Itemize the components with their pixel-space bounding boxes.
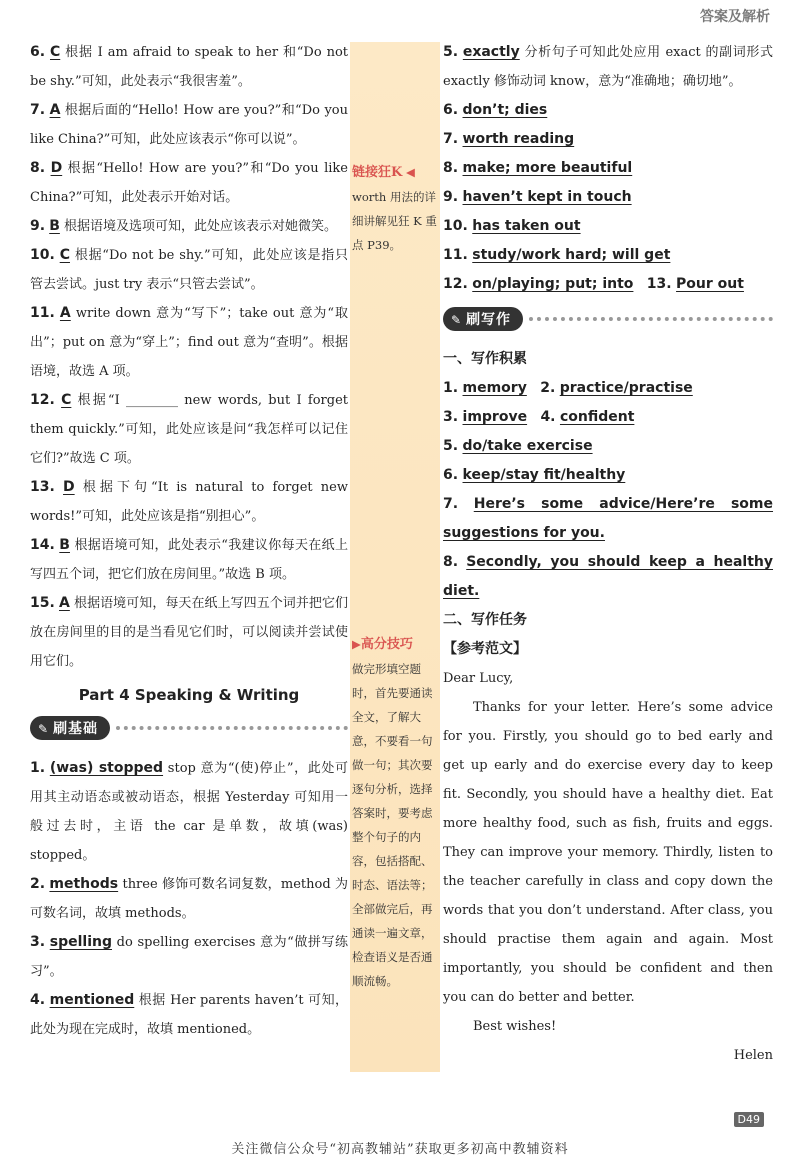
side-notes-column [350,42,440,1072]
answer-key: A [49,102,61,118]
letter-signature: Helen [733,1048,773,1063]
answer-key: mentioned [49,992,135,1008]
answer-key: A [59,595,70,611]
section-header: 答案及解析 [700,9,770,25]
answer-key: spelling [49,934,112,950]
answer-item [443,461,773,490]
answer-key: has taken out [472,218,581,234]
item-number: 6. [443,102,459,118]
answer-item [30,473,348,531]
answer-key: A [59,305,71,321]
divider [116,726,348,730]
answer-key: Here’s some advice/Here’re some suggestions for you. [443,496,774,541]
answer-explanation: 根据“Hello! How are you?”和“Do you like China?”可知，此处表示开始对话。 [30,161,348,205]
answer-item [443,96,773,125]
basic-tag [30,716,348,740]
answer-item [30,531,348,589]
answer-item [443,125,773,154]
answer-explanation: 根据语境及选项可知，此处应该表示对她微笑。 [59,219,338,234]
item-number: 13. [30,479,55,495]
item-number: 9. [443,189,459,205]
answer-item [443,154,773,183]
divider [529,317,773,321]
answer-key: (was) stopped [49,760,164,776]
answer-key: Pour out [676,276,744,292]
answer-item [30,299,348,386]
answer-key: confident [559,409,635,425]
answer-explanation: three 修饰可数名词复数，method 为可数名词，故填 methods。 [30,877,348,921]
answer-item [443,403,773,432]
item-number: 11. [443,247,468,263]
item-number: 10. [30,247,55,263]
answer-explanation: 根据“Do not be shy.”可知，此处应该是指只管去尝试。just try 表示“只管去尝试”。 [30,248,348,292]
pen-icon: ✎ [38,722,50,736]
item-number: 13. [646,276,672,292]
tip-note [350,632,440,993]
answer-explanation: 根据语境可知，此处表示“我建议你每天在纸上写四五个词，把它们放在房间里。”故选 B 项。 [30,538,348,582]
item-number: 7. [443,496,459,512]
answer-explanation: write down 意为“写下”；take out 意为“取出”；put on 意为“穿上”；find out 意为“查明”。根据语境，故选 A 项。 [30,306,348,379]
answer-key: exactly [462,44,520,60]
answer-item [30,96,348,154]
answer-item [30,986,348,1044]
subheading: 一、写作积累 [443,351,527,367]
answer-item [30,928,348,986]
item-number: 6. [30,44,46,60]
answer-item [30,212,348,241]
item-number: 8. [443,554,459,570]
letter-closing: Best wishes! [473,1019,557,1034]
answer-item [30,386,348,473]
answer-key: practice/practise [559,380,693,396]
item-number: 6. [443,467,459,483]
answer-item [443,374,773,403]
answer-explanation: 根据 Her parents haven’t 可知，此处为现在完成时，故填 mentioned。 [30,993,348,1037]
answer-key: on/playing; put; into [472,276,634,292]
answer-item [443,548,773,606]
item-number: 14. [30,537,55,553]
answer-key: study/work hard; will get [472,247,671,263]
answer-explanation: 根据 I am afraid to speak to her 和“Do not be shy.”可知，此处表示“我很害羞”。 [30,45,348,89]
item-number: 4. [30,992,46,1008]
item-number: 8. [30,160,46,176]
answer-key: keep/stay fit/healthy [462,467,626,483]
answer-explanation: do spelling exercises 意为“做拼写练习”。 [30,935,348,979]
arrow-icon: ◀ [402,165,415,179]
answer-key: make; more beautiful [462,160,633,176]
item-number: 3. [443,409,459,425]
answer-explanation: 根据“I ________ new words, but I forget them quickly.”可知，此处应该是问“我怎样可以记住它们?”故选 C 项。 [30,393,348,466]
item-number: 2. [540,380,556,396]
part-title: Part 4 Speaking & Writing [78,686,300,704]
answer-item [443,212,773,241]
answer-item [443,270,773,299]
link-note [350,160,440,257]
item-number: 7. [30,102,46,118]
item-number: 8. [443,160,459,176]
item-number: 9. [30,218,46,234]
answer-item [30,154,348,212]
writing-tag [443,307,773,331]
answer-key: B [49,218,60,234]
writing-tag-label: 刷写作 [466,312,512,328]
answer-key: worth reading [462,131,575,147]
answer-explanation: 分析句子可知此处应用 exact 的副词形式 exactly 修饰动词 know，意为“准确地；确切地”。 [443,45,773,89]
item-number: 2. [30,876,46,892]
answer-explanation: 根据下句“It is natural to forget new words!”可知，此处应该是指“别担心”。 [30,480,349,524]
left-column [30,38,348,1044]
answer-item [443,183,773,212]
right-column [443,38,773,1070]
basic-tag-label: 刷基础 [53,721,99,737]
item-number: 5. [443,44,459,60]
tip-note-text: 做完形填空题时，首先要通读全文，了解大意，不要看一句做一句；其次要逐句分析，选择答案时，要考虑整个句子的内容，包括搭配、时态、语法等；全部做完后，再通读一遍文章，检查语义是否通顺流畅。 [352,662,433,988]
answer-explanation: 根据语境可知，每天在纸上写四五个词并把它们放在房间里的目的是当看见它们时，可以阅读并尝试使用它们。 [30,596,348,669]
item-number: 12. [30,392,55,408]
answer-key: haven’t kept in touch [462,189,632,205]
answer-key: B [59,537,70,553]
item-number: 1. [30,760,46,776]
answer-key: C [61,392,72,408]
answer-item [30,38,348,96]
letter-body: Thanks for your letter. Here’s some advice for you. Firstly, you should go to bed early and get up early and do exercise every day to keep fit. Secondly, you should have a healthy diet. Eat more healthy food, such as fish, fruits and eggs. They can improve your memory. Thirdly, listen to the teacher carefully in class and copy down the words that you don’t understand. After class, you should practise them again and again. Most importantly, you should be confident and then you can do better and better. [443,700,773,1005]
tip-note-title: 高分技巧 [360,637,413,652]
model-label: 【参考范文】 [443,641,527,657]
answer-key: memory [462,380,527,396]
answer-key: don’t; dies [462,102,548,118]
link-note-text: worth 用法的详细讲解见狂 K 重点 P39。 [352,190,437,252]
item-number: 1. [443,380,459,396]
subheading: 二、写作任务 [443,612,527,628]
answer-item [30,241,348,299]
answer-key: do/take exercise [462,438,593,454]
answer-explanation: stop 意为“(使)停止”，此处可用其主动语态或被动语态，根据 Yesterday 可知用一般过去时，主语 the car 是单数，故填(was) stopped。 [30,761,348,863]
answer-item [443,490,773,548]
item-number: 5. [443,438,459,454]
footer-note: 关注微信公众号“初高教辅站”获取更多初高中教辅资料 [231,1142,569,1157]
item-number: 3. [30,934,46,950]
answer-key: D [63,479,75,495]
answer-key: C [59,247,70,263]
arrow-icon: ▶ [352,637,361,651]
answer-key: methods [49,876,119,892]
answer-item [30,754,348,870]
answer-item [443,432,773,461]
item-number: 11. [30,305,55,321]
answer-explanation: 根据后面的“Hello! How are you?”和“Do you like China?”可知，此处应该表示“你可以说”。 [30,103,348,147]
item-number: 4. [540,409,556,425]
answer-item [30,589,348,676]
letter-greeting: Dear Lucy, [443,671,514,686]
page-number: D49 [734,1112,764,1127]
item-number: 15. [30,595,55,611]
answer-key: C [49,44,61,60]
pen-icon: ✎ [451,313,463,327]
answer-item [443,241,773,270]
item-number: 12. [443,276,468,292]
link-note-title: 链接狂K [352,165,403,180]
answer-key: D [50,160,63,176]
answer-item [30,870,348,928]
answer-key: improve [462,409,528,425]
item-number: 7. [443,131,459,147]
answer-key: Secondly, you should keep a healthy diet. [443,554,774,599]
answer-item [443,38,773,96]
item-number: 10. [443,218,468,234]
